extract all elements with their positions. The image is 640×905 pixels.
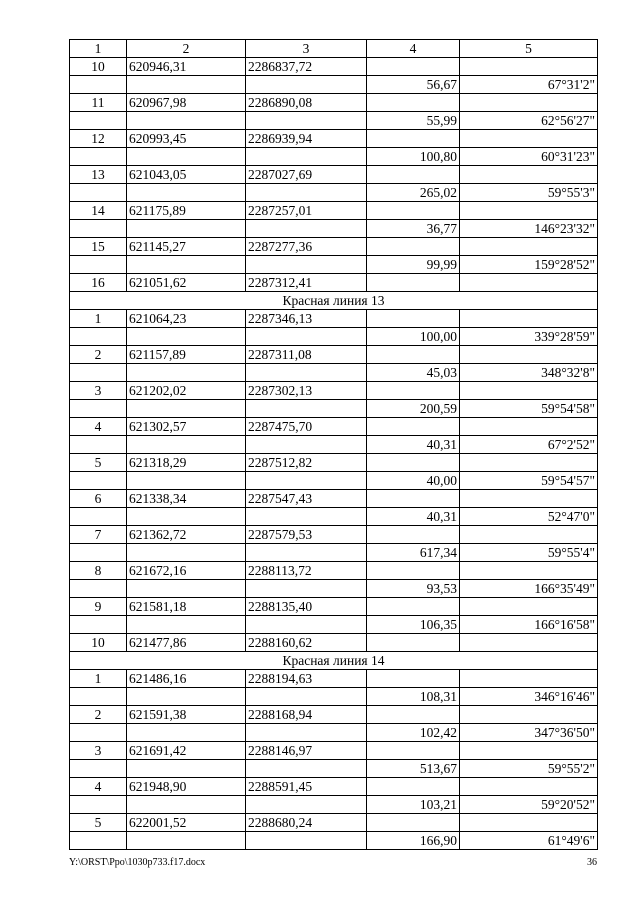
- segment-length: 100,00: [367, 328, 460, 346]
- empty-cell: [70, 688, 127, 706]
- empty-cell: [460, 202, 598, 220]
- empty-cell: [460, 742, 598, 760]
- empty-cell: [367, 382, 460, 400]
- empty-cell: [70, 256, 127, 274]
- coordinate-x: 620946,31: [127, 58, 246, 76]
- point-row: [70, 130, 598, 148]
- direction-angle: 339°28'59": [460, 328, 598, 346]
- empty-cell: [70, 832, 127, 850]
- coordinate-x: 621051,62: [127, 274, 246, 292]
- direction-angle: 59°54'57": [460, 472, 598, 490]
- coordinate-y: 2286890,08: [246, 94, 367, 112]
- empty-cell: [246, 400, 367, 418]
- coordinate-y: 2287475,70: [246, 418, 367, 436]
- segment-row: [70, 724, 598, 742]
- empty-cell: [246, 544, 367, 562]
- direction-angle: 67°31'2": [460, 76, 598, 94]
- empty-cell: [246, 436, 367, 454]
- empty-cell: [127, 616, 246, 634]
- empty-cell: [246, 688, 367, 706]
- empty-cell: [460, 634, 598, 652]
- direction-angle: 67°2'52": [460, 436, 598, 454]
- empty-cell: [70, 184, 127, 202]
- empty-cell: [127, 148, 246, 166]
- coordinate-x: 620993,45: [127, 130, 246, 148]
- empty-cell: [127, 688, 246, 706]
- empty-cell: [367, 274, 460, 292]
- point-row: [70, 814, 598, 832]
- coordinate-y: 2286939,94: [246, 130, 367, 148]
- header-col-5: 5: [460, 40, 598, 58]
- empty-cell: [127, 328, 246, 346]
- coordinate-x: 621043,05: [127, 166, 246, 184]
- direction-angle: 348°32'8": [460, 364, 598, 382]
- empty-cell: [246, 472, 367, 490]
- point-number: 14: [70, 202, 127, 220]
- coordinate-x: 621672,16: [127, 562, 246, 580]
- coordinate-y: 2287547,43: [246, 490, 367, 508]
- point-number: 3: [70, 382, 127, 400]
- point-number: 16: [70, 274, 127, 292]
- coordinate-y: 2287579,53: [246, 526, 367, 544]
- empty-cell: [367, 562, 460, 580]
- empty-cell: [460, 670, 598, 688]
- empty-cell: [460, 58, 598, 76]
- coordinate-x: 621362,72: [127, 526, 246, 544]
- segment-length: 513,67: [367, 760, 460, 778]
- empty-cell: [367, 814, 460, 832]
- coordinate-x: 621486,16: [127, 670, 246, 688]
- segment-row: [70, 328, 598, 346]
- empty-cell: [127, 400, 246, 418]
- page-number: 36: [587, 857, 597, 868]
- empty-cell: [127, 544, 246, 562]
- empty-cell: [367, 742, 460, 760]
- coordinate-x: 620967,98: [127, 94, 246, 112]
- segment-length: 93,53: [367, 580, 460, 598]
- point-number: 8: [70, 562, 127, 580]
- empty-cell: [367, 670, 460, 688]
- empty-cell: [460, 814, 598, 832]
- segment-row: [70, 400, 598, 418]
- empty-cell: [70, 796, 127, 814]
- segment-length: 40,00: [367, 472, 460, 490]
- segment-length: 100,80: [367, 148, 460, 166]
- point-number: 11: [70, 94, 127, 112]
- point-number: 10: [70, 58, 127, 76]
- direction-angle: 59°55'4": [460, 544, 598, 562]
- empty-cell: [127, 220, 246, 238]
- segment-length: 36,77: [367, 220, 460, 238]
- empty-cell: [127, 436, 246, 454]
- empty-cell: [367, 238, 460, 256]
- segment-length: 265,02: [367, 184, 460, 202]
- empty-cell: [70, 400, 127, 418]
- segment-row: [70, 112, 598, 130]
- empty-cell: [127, 256, 246, 274]
- empty-cell: [460, 562, 598, 580]
- point-row: [70, 94, 598, 112]
- point-row: [70, 274, 598, 292]
- coordinate-x: 621338,34: [127, 490, 246, 508]
- coordinate-x: 621064,23: [127, 310, 246, 328]
- footer-file-path: Y:\ORST\Ppo\1030p733.f17.docx: [69, 857, 206, 868]
- segment-length: 99,99: [367, 256, 460, 274]
- empty-cell: [246, 256, 367, 274]
- direction-angle: 159°28'52": [460, 256, 598, 274]
- direction-angle: 59°20'52": [460, 796, 598, 814]
- point-number: 5: [70, 454, 127, 472]
- coordinate-x: 621581,18: [127, 598, 246, 616]
- point-number: 3: [70, 742, 127, 760]
- empty-cell: [460, 274, 598, 292]
- coordinate-y: 2286837,72: [246, 58, 367, 76]
- direction-angle: 59°54'58": [460, 400, 598, 418]
- direction-angle: 60°31'23": [460, 148, 598, 166]
- point-number: 5: [70, 814, 127, 832]
- coordinate-x: 621318,29: [127, 454, 246, 472]
- direction-angle: 59°55'2": [460, 760, 598, 778]
- segment-length: 56,67: [367, 76, 460, 94]
- segment-row: [70, 508, 598, 526]
- segment-row: [70, 256, 598, 274]
- segment-row: [70, 832, 598, 850]
- segment-row: [70, 580, 598, 598]
- coordinate-y: 2287277,36: [246, 238, 367, 256]
- empty-cell: [127, 580, 246, 598]
- empty-cell: [127, 472, 246, 490]
- empty-cell: [367, 166, 460, 184]
- point-row: [70, 454, 598, 472]
- empty-cell: [460, 526, 598, 544]
- empty-cell: [460, 454, 598, 472]
- empty-cell: [246, 364, 367, 382]
- point-row: [70, 778, 598, 796]
- empty-cell: [70, 544, 127, 562]
- empty-cell: [460, 598, 598, 616]
- empty-cell: [127, 508, 246, 526]
- empty-cell: [70, 580, 127, 598]
- coordinate-x: 621302,57: [127, 418, 246, 436]
- segment-row: [70, 544, 598, 562]
- point-number: 2: [70, 706, 127, 724]
- segment-length: 108,31: [367, 688, 460, 706]
- coordinate-y: 2288146,97: [246, 742, 367, 760]
- point-number: 4: [70, 778, 127, 796]
- empty-cell: [246, 508, 367, 526]
- section-title: Красная линия 13: [70, 292, 598, 310]
- empty-cell: [70, 112, 127, 130]
- empty-cell: [460, 706, 598, 724]
- header-col-1: 1: [70, 40, 127, 58]
- empty-cell: [70, 76, 127, 94]
- empty-cell: [70, 724, 127, 742]
- segment-row: [70, 616, 598, 634]
- header-col-3: 3: [246, 40, 367, 58]
- segment-length: 103,21: [367, 796, 460, 814]
- direction-angle: 166°35'49": [460, 580, 598, 598]
- coordinates-table-body: [70, 40, 598, 850]
- coordinate-x: 621591,38: [127, 706, 246, 724]
- empty-cell: [460, 166, 598, 184]
- empty-cell: [246, 76, 367, 94]
- segment-row: [70, 148, 598, 166]
- empty-cell: [246, 220, 367, 238]
- segment-length: 102,42: [367, 724, 460, 742]
- coordinate-x: 622001,52: [127, 814, 246, 832]
- empty-cell: [367, 58, 460, 76]
- empty-cell: [127, 364, 246, 382]
- point-number: 6: [70, 490, 127, 508]
- segment-row: [70, 76, 598, 94]
- empty-cell: [460, 130, 598, 148]
- coordinate-y: 2288680,24: [246, 814, 367, 832]
- empty-cell: [367, 418, 460, 436]
- point-number: 2: [70, 346, 127, 364]
- empty-cell: [367, 202, 460, 220]
- point-row: [70, 598, 598, 616]
- empty-cell: [246, 832, 367, 850]
- segment-row: [70, 796, 598, 814]
- empty-cell: [127, 760, 246, 778]
- point-row: [70, 346, 598, 364]
- point-row: [70, 562, 598, 580]
- empty-cell: [70, 364, 127, 382]
- empty-cell: [70, 508, 127, 526]
- empty-cell: [460, 94, 598, 112]
- point-row: [70, 310, 598, 328]
- direction-angle: 146°23'32": [460, 220, 598, 238]
- segment-row: [70, 364, 598, 382]
- direction-angle: 346°16'46": [460, 688, 598, 706]
- point-row: [70, 634, 598, 652]
- empty-cell: [367, 310, 460, 328]
- empty-cell: [127, 76, 246, 94]
- empty-cell: [246, 580, 367, 598]
- header-col-2: 2: [127, 40, 246, 58]
- empty-cell: [367, 130, 460, 148]
- empty-cell: [70, 220, 127, 238]
- empty-cell: [367, 94, 460, 112]
- empty-cell: [460, 310, 598, 328]
- point-number: 7: [70, 526, 127, 544]
- empty-cell: [367, 778, 460, 796]
- coordinate-y: 2288160,62: [246, 634, 367, 652]
- direction-angle: 62°56'27": [460, 112, 598, 130]
- coordinate-y: 2287512,82: [246, 454, 367, 472]
- segment-length: 55,99: [367, 112, 460, 130]
- empty-cell: [367, 526, 460, 544]
- point-row: [70, 670, 598, 688]
- coordinate-y: 2288113,72: [246, 562, 367, 580]
- direction-angle: 59°55'3": [460, 184, 598, 202]
- empty-cell: [70, 472, 127, 490]
- coordinate-y: 2287312,41: [246, 274, 367, 292]
- empty-cell: [367, 490, 460, 508]
- empty-cell: [246, 184, 367, 202]
- segment-length: 45,03: [367, 364, 460, 382]
- empty-cell: [246, 112, 367, 130]
- empty-cell: [460, 778, 598, 796]
- segment-row: [70, 436, 598, 454]
- empty-cell: [70, 616, 127, 634]
- coordinate-x: 621145,27: [127, 238, 246, 256]
- segment-length: 106,35: [367, 616, 460, 634]
- point-row: [70, 526, 598, 544]
- empty-cell: [246, 616, 367, 634]
- empty-cell: [70, 328, 127, 346]
- point-number: 1: [70, 310, 127, 328]
- point-row: [70, 418, 598, 436]
- header-col-4: 4: [367, 40, 460, 58]
- segment-length: 166,90: [367, 832, 460, 850]
- direction-angle: 52°47'0": [460, 508, 598, 526]
- direction-angle: 347°36'50": [460, 724, 598, 742]
- empty-cell: [70, 760, 127, 778]
- coordinate-x: 621691,42: [127, 742, 246, 760]
- point-row: [70, 382, 598, 400]
- section-row: [70, 292, 598, 310]
- empty-cell: [460, 490, 598, 508]
- coordinate-y: 2287346,13: [246, 310, 367, 328]
- coordinate-y: 2287257,01: [246, 202, 367, 220]
- empty-cell: [246, 328, 367, 346]
- point-number: 4: [70, 418, 127, 436]
- point-row: [70, 238, 598, 256]
- empty-cell: [246, 796, 367, 814]
- empty-cell: [70, 148, 127, 166]
- point-number: 10: [70, 634, 127, 652]
- coordinate-x: 621157,89: [127, 346, 246, 364]
- empty-cell: [460, 346, 598, 364]
- coordinate-y: 2288194,63: [246, 670, 367, 688]
- coordinate-x: 621175,89: [127, 202, 246, 220]
- coordinate-y: 2287027,69: [246, 166, 367, 184]
- coordinate-x: 621202,02: [127, 382, 246, 400]
- coordinate-y: 2288135,40: [246, 598, 367, 616]
- empty-cell: [367, 634, 460, 652]
- empty-cell: [460, 238, 598, 256]
- section-row: [70, 652, 598, 670]
- segment-row: [70, 760, 598, 778]
- segment-length: 200,59: [367, 400, 460, 418]
- empty-cell: [460, 382, 598, 400]
- empty-cell: [367, 598, 460, 616]
- empty-cell: [127, 112, 246, 130]
- segment-length: 40,31: [367, 436, 460, 454]
- direction-angle: 166°16'58": [460, 616, 598, 634]
- point-row: [70, 58, 598, 76]
- segment-row: [70, 220, 598, 238]
- empty-cell: [367, 454, 460, 472]
- coordinates-table: [69, 39, 598, 850]
- empty-cell: [246, 760, 367, 778]
- point-row: [70, 706, 598, 724]
- point-row: [70, 490, 598, 508]
- coordinate-x: 621477,86: [127, 634, 246, 652]
- point-number: 15: [70, 238, 127, 256]
- empty-cell: [460, 418, 598, 436]
- coordinate-x: 621948,90: [127, 778, 246, 796]
- segment-row: [70, 688, 598, 706]
- empty-cell: [246, 724, 367, 742]
- empty-cell: [127, 796, 246, 814]
- point-row: [70, 742, 598, 760]
- coordinate-y: 2287302,13: [246, 382, 367, 400]
- segment-length: 40,31: [367, 508, 460, 526]
- empty-cell: [70, 436, 127, 454]
- coordinate-y: 2287311,08: [246, 346, 367, 364]
- empty-cell: [367, 706, 460, 724]
- segment-row: [70, 184, 598, 202]
- point-number: 12: [70, 130, 127, 148]
- segment-length: 617,34: [367, 544, 460, 562]
- empty-cell: [367, 346, 460, 364]
- point-number: 9: [70, 598, 127, 616]
- header-row: [70, 40, 598, 58]
- empty-cell: [246, 148, 367, 166]
- coordinate-y: 2288168,94: [246, 706, 367, 724]
- empty-cell: [127, 832, 246, 850]
- coordinate-y: 2288591,45: [246, 778, 367, 796]
- empty-cell: [127, 724, 246, 742]
- direction-angle: 61°49'6": [460, 832, 598, 850]
- point-row: [70, 202, 598, 220]
- section-title: Красная линия 14: [70, 652, 598, 670]
- empty-cell: [127, 184, 246, 202]
- point-row: [70, 166, 598, 184]
- point-number: 13: [70, 166, 127, 184]
- point-number: 1: [70, 670, 127, 688]
- segment-row: [70, 472, 598, 490]
